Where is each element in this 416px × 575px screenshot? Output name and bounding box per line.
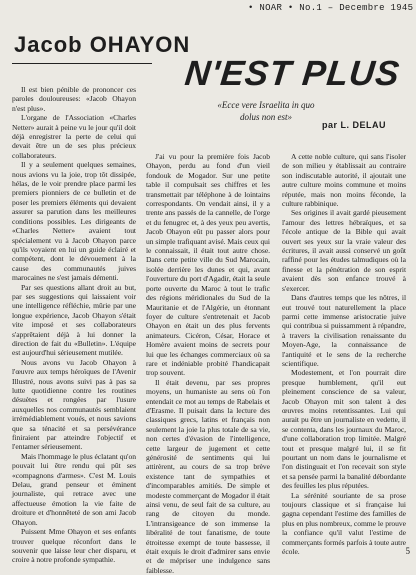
paragraph: Il était devenu, par ses propres moyens, un humaniste au sens où l'on entendait ce mot au temps de Rabelais et d'Erasme. Il puisait dans la lecture des classiques grecs, latins et français non seulement la joie la plus totale de sa vie, non certes d'évasion de l'intelligence, cette largeur de jugement et cette générosité de sentiments qui lui attirèrent, au cours de sa trop brève existence tant de sympathies et d'incomparables amitiés. De simple et modeste commerçant de Mogador il était ainsi venu, de seul fait de sa culture, au rang de citoyen du monde. L'intransigeance de son immense la libéralité de tout fanatisme, de toute étroitesse exempt de toute bassesse, il était exquis le droit d'admirer sans envie et de mépriser une indulgence sans faiblesse. [146,377,270,575]
column-introduction [12,85,136,565]
epigraph-line-2: dolus non est» [239,112,292,122]
article-title-suffix: N'EST PLUS [183,54,402,93]
author-byline: par L. DELAU [322,120,387,130]
paragraph: Dans d'autres temps que les nôtres, il eut trouvé tout naturellement la place parmi cette immense aristocratie juive qui contribua si puissamment à répandre, à travers la civilisation renaissante du Moyen-Age, la connaissance de l'antiquité et le sens de la recherche scientifique. [282,293,406,368]
paragraph: J'ai vu pour la première fois Jacob Ohayon, perdu au fond d'un vieil fondouk de Mogador. Sur une petite table il compulsait ses chiffres et les transmettait par téléphone à de lointains correspondants. On vendait ainsi, il y a trente ans passés de la cannelle, de l'orge et du fenugrec et, à des yeux peu avertis, Jacob Ohayon eût pu passer alors pour un simple trafiquant avisé. Mais ceux qui le connaissait, il était tout autre chose. Dans cette petite ville du Sud Marocain, isolée derrière les dunes et qui, avant l'ouverture du port d'Agadir, était la seule porte ouverte du Maroc à tout le trafic des régions méridionales du Sud de la Mauritanie et de l'Algérie, un étonnant foyer de culture s'entretenait et Jacob Ohayon en était un des plus fervents animateurs. Cicéron, César, Horace et Homère avaient moins de secrets pour lui que les échanges commerciaux où sa rare et indéniable probité l'handicapait trop souvent. [146,152,270,378]
epigraph [206,99,326,123]
paragraph: La sérénité souriante de sa prose toujours classique et si française lui gagna cependant l'estime des familles de plus en plus nombreux, comme le prouve la confiance qu'il valut l'estime de commerçants formés parfois à toute autre école. [282,490,406,557]
paragraph: Mais l'hommage le plus éclatant qu'on pouvait lui être rendu qui pût ses «compagnons d'armes». C'est M. Louis Delau, grand penseur et éminent journaliste, qui retrace avec une affectueuse émotion la vie faite de droiture et d'honnêteté de son ami Jacob Ohayon. [12,451,136,527]
title-underline [12,63,152,64]
article-title-name: Jacob OHAYON [14,32,191,57]
paragraph: A cette noble culture, qui sans l'isoler de son milieu y établissait au contraire son indiscutable autorité, il ajoutait une autre culture moins commune et moins réputée, mais non moins féconde, la culture rabbinique. [282,152,406,209]
paragraph: Ses origines il avait gardé pieusement l'amour des lettres hébraïques, et sa l'école antique de la Bible qui avait ouvert ses yeux sur la vraie valeur des écritures, il avait aussi conservé un goût raffiné pour les études talmudiques où la finesse et la pénétration de son esprit avaient dès son enfance trouvé à s'exercer. [282,208,406,293]
paragraph: Modestement, et l'on pourrait dire presque humblement, qu'il eut pleinement conscience de sa valeur, Jacob Ohayon mit son talent à des œuvres moins retentissantes. Lui qui aurait pu être un journaliste en vedette, il se contenta, dans les journaux du Maroc, d'une collaboration trop limitée. Malgré tout et presque malgré lui, il se fit pourtant un nom dans le journalisme et l'on distinguait et l'on recevait son style et sa pensée parmi la banalité débordante des feuilles les plus réputées. [282,368,406,491]
page-number: 5 [405,546,410,556]
paragraph: Puissent Mme Ohayon et ses enfants trouver quelque réconfort dans le souvenir que laisse leur cher disparu, et croire à notre profonde sympathie. [12,527,136,565]
paragraph: Nous avons vu Jacob Ohayon à l'œuvre aux temps héroïques de l'Avenir Illustré, nous avons suivi pas à pas sa lutte quotidienne contre les routines désuètes et rongées par l'usure auxquelles nos communautés semblaient irrémédiablement voués, et nous savions que sa ténacité et sa persévérance finiraient par atteindre l'objectif et l'entamer sérieusement. [12,357,136,452]
issue-header: • NOAR • No.1 – Decembre 1945 [248,3,414,13]
paragraph: L'organe de l'Association «Charles Netter» aurait à peine vu le jour qu'il doit déjà enregistrer la perte de celui qui devait être un de ses plus précieux collaborateurs. [12,113,136,160]
paragraph: Il est bien pénible de prononcer ces paroles douloureuses: «Jacob Ohayon n'est plus». [12,85,136,113]
column-body-middle [146,152,270,575]
column-body-right [282,152,406,556]
paragraph: Il y a seulement quelques semaines, nous avions vu la joie, trop tôt dissipée, hélas, de le voir prendre place parmi les premiers pionniers de ce bulletin et de poser les premiers éléments qui devaient assurer sa parution dans les meilleures conditions possibles. Les dirigeants de «Charles Netter» avaient tout spécialement vu à Jacob Ohayon parce qu'ils voyaient en lui un guide éclairé et compétent, dont le dévouement à la cause des communautés juives marocaines ne s'est jamais démenti. [12,160,136,283]
paragraph: Par ses questions allant droit au but, par ses suggestions qui laissaient voir une intelligence réfléchie, mûrie par une longue expérience, Jacob Ohayon s'était vite imposé et ses collaborateurs s'apprêtaient déjà à lui donner la direction de fait du «Bulletin». L'équipe est aujourd'hui sérieusement mutilée. [12,282,136,358]
epigraph-line-1: «Ecce vere Israelita in quo [217,100,315,110]
